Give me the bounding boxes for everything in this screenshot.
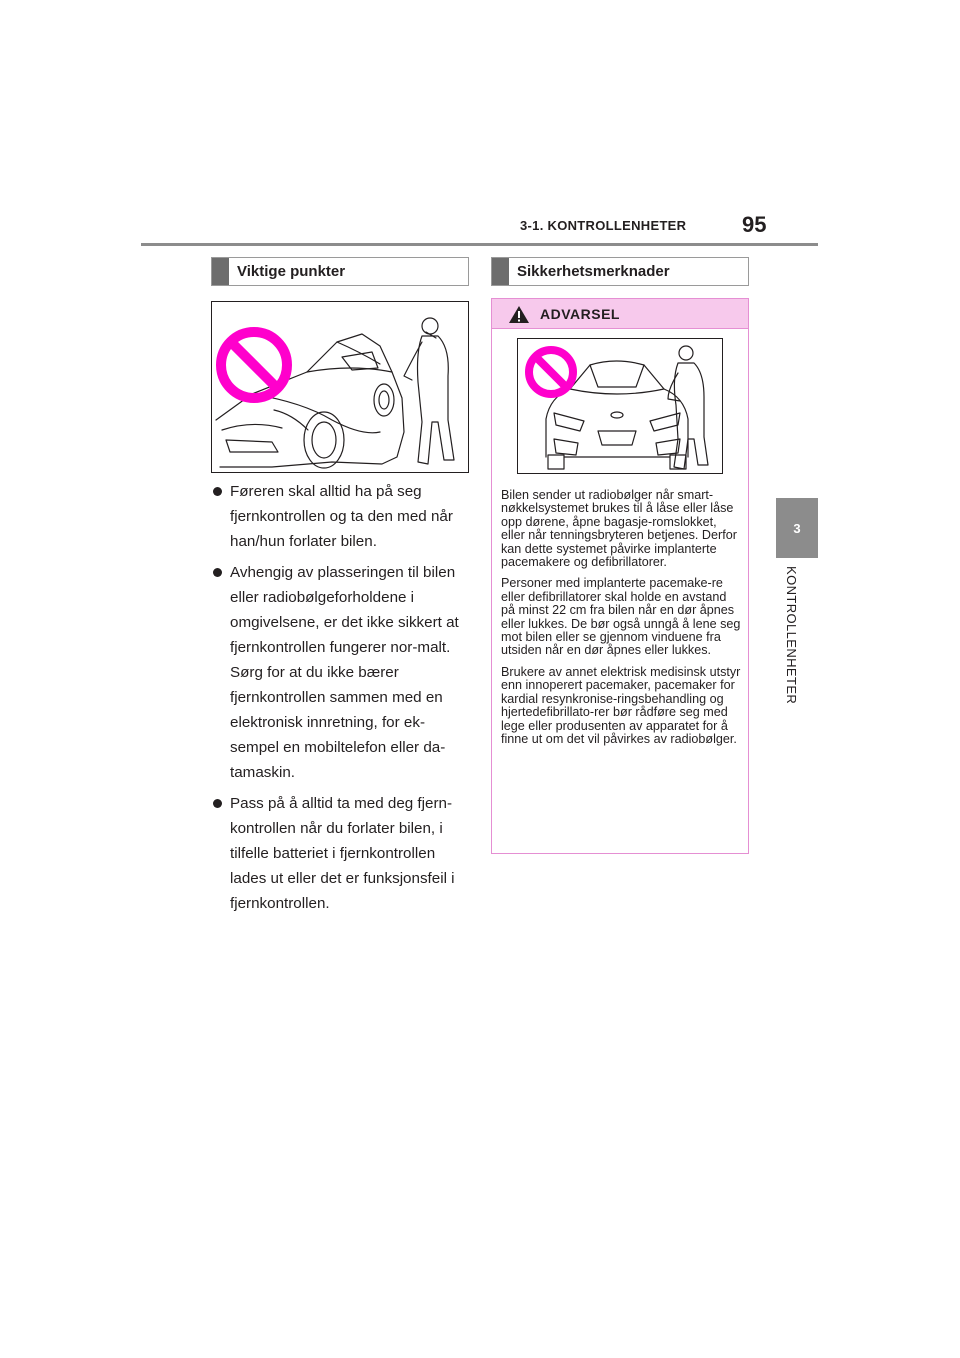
car-front-person-drawing — [518, 339, 722, 473]
illustration-car-front-person — [517, 338, 723, 474]
warning-triangle-icon — [508, 305, 530, 324]
warning-box — [491, 298, 749, 854]
header-divider — [141, 243, 818, 246]
illustration-car-side-person — [211, 301, 469, 473]
chapter-label: KONTROLLENHETER — [784, 566, 799, 705]
list-item: Pass på å alltid ta med deg fjern-kontrollen når du forlater bilen, i tilfelle batteriet i fjernkontrollen lades ut eller det er funksjonsfeil i fjernkontrollen. — [211, 791, 469, 916]
warning-label: ADVARSEL — [540, 306, 620, 322]
chapter-number: 3 — [793, 520, 801, 536]
heading-marker — [212, 258, 229, 285]
safety-notes-heading — [491, 257, 749, 286]
prohibition-icon — [221, 332, 287, 398]
prohibition-icon — [529, 350, 573, 394]
warning-header — [492, 299, 748, 329]
section-title: 3-1. KONTROLLENHETER — [520, 218, 687, 233]
safety-notes-title: Sikkerhetsmerknader — [517, 263, 670, 280]
warning-paragraph: Brukere av annet elektrisk medisinsk utstyr enn innoperert pacemaker, pacemaker for kardial resynkronise-ringsbehandling og hjertedefibrillato-rer bør rådføre seg med lege eller produsenten av apparatet for å finne ut om det vil påvirkes av radiobølger. — [501, 664, 741, 746]
list-item: Avhengig av plasseringen til bilen eller radiobølgeforholdene i omgivelsene, er det ikke sikkert at fjernkontrollen fungerer nor-malt. Sørg for at du ikke bærer fjernkontrollen sammen med en elektronisk innretning, for ek-sempel en mobiltelefon eller da-tamaskin. — [211, 560, 469, 785]
chapter-tab — [776, 498, 818, 558]
car-side-person-drawing — [212, 302, 468, 472]
heading-marker — [492, 258, 509, 285]
list-item: Føreren skal alltid ha på seg fjernkontrollen og ta den med når han/hun forlater bilen. — [211, 479, 469, 554]
important-points-title: Viktige punkter — [237, 263, 346, 280]
chapter-side-label — [780, 566, 814, 766]
important-points-heading — [211, 257, 469, 286]
page-number: 95 — [742, 212, 767, 237]
important-points-list — [211, 479, 469, 922]
warning-paragraph: Bilen sender ut radiobølger når smart-nøkkelsystemet brukes til å låse eller låse opp dørene, åpne bagasje-romslokket, eller når tenningsbryteren betjenes. Derfor kan dette systemet påvirke implanterte pacemakere og defibrillatorer. — [501, 488, 737, 570]
warning-text — [501, 489, 741, 754]
warning-paragraph: Personer med implanterte pacemake-re eller defibrillatorer skal holde en avstand på minst 22 cm fra bilen når en dør åpnes eller lukkes. De bør også unngå å lene seg mot bilen eller se gjennom vinduene fra utsiden når en dør åpnes eller lukkes. — [501, 576, 741, 658]
